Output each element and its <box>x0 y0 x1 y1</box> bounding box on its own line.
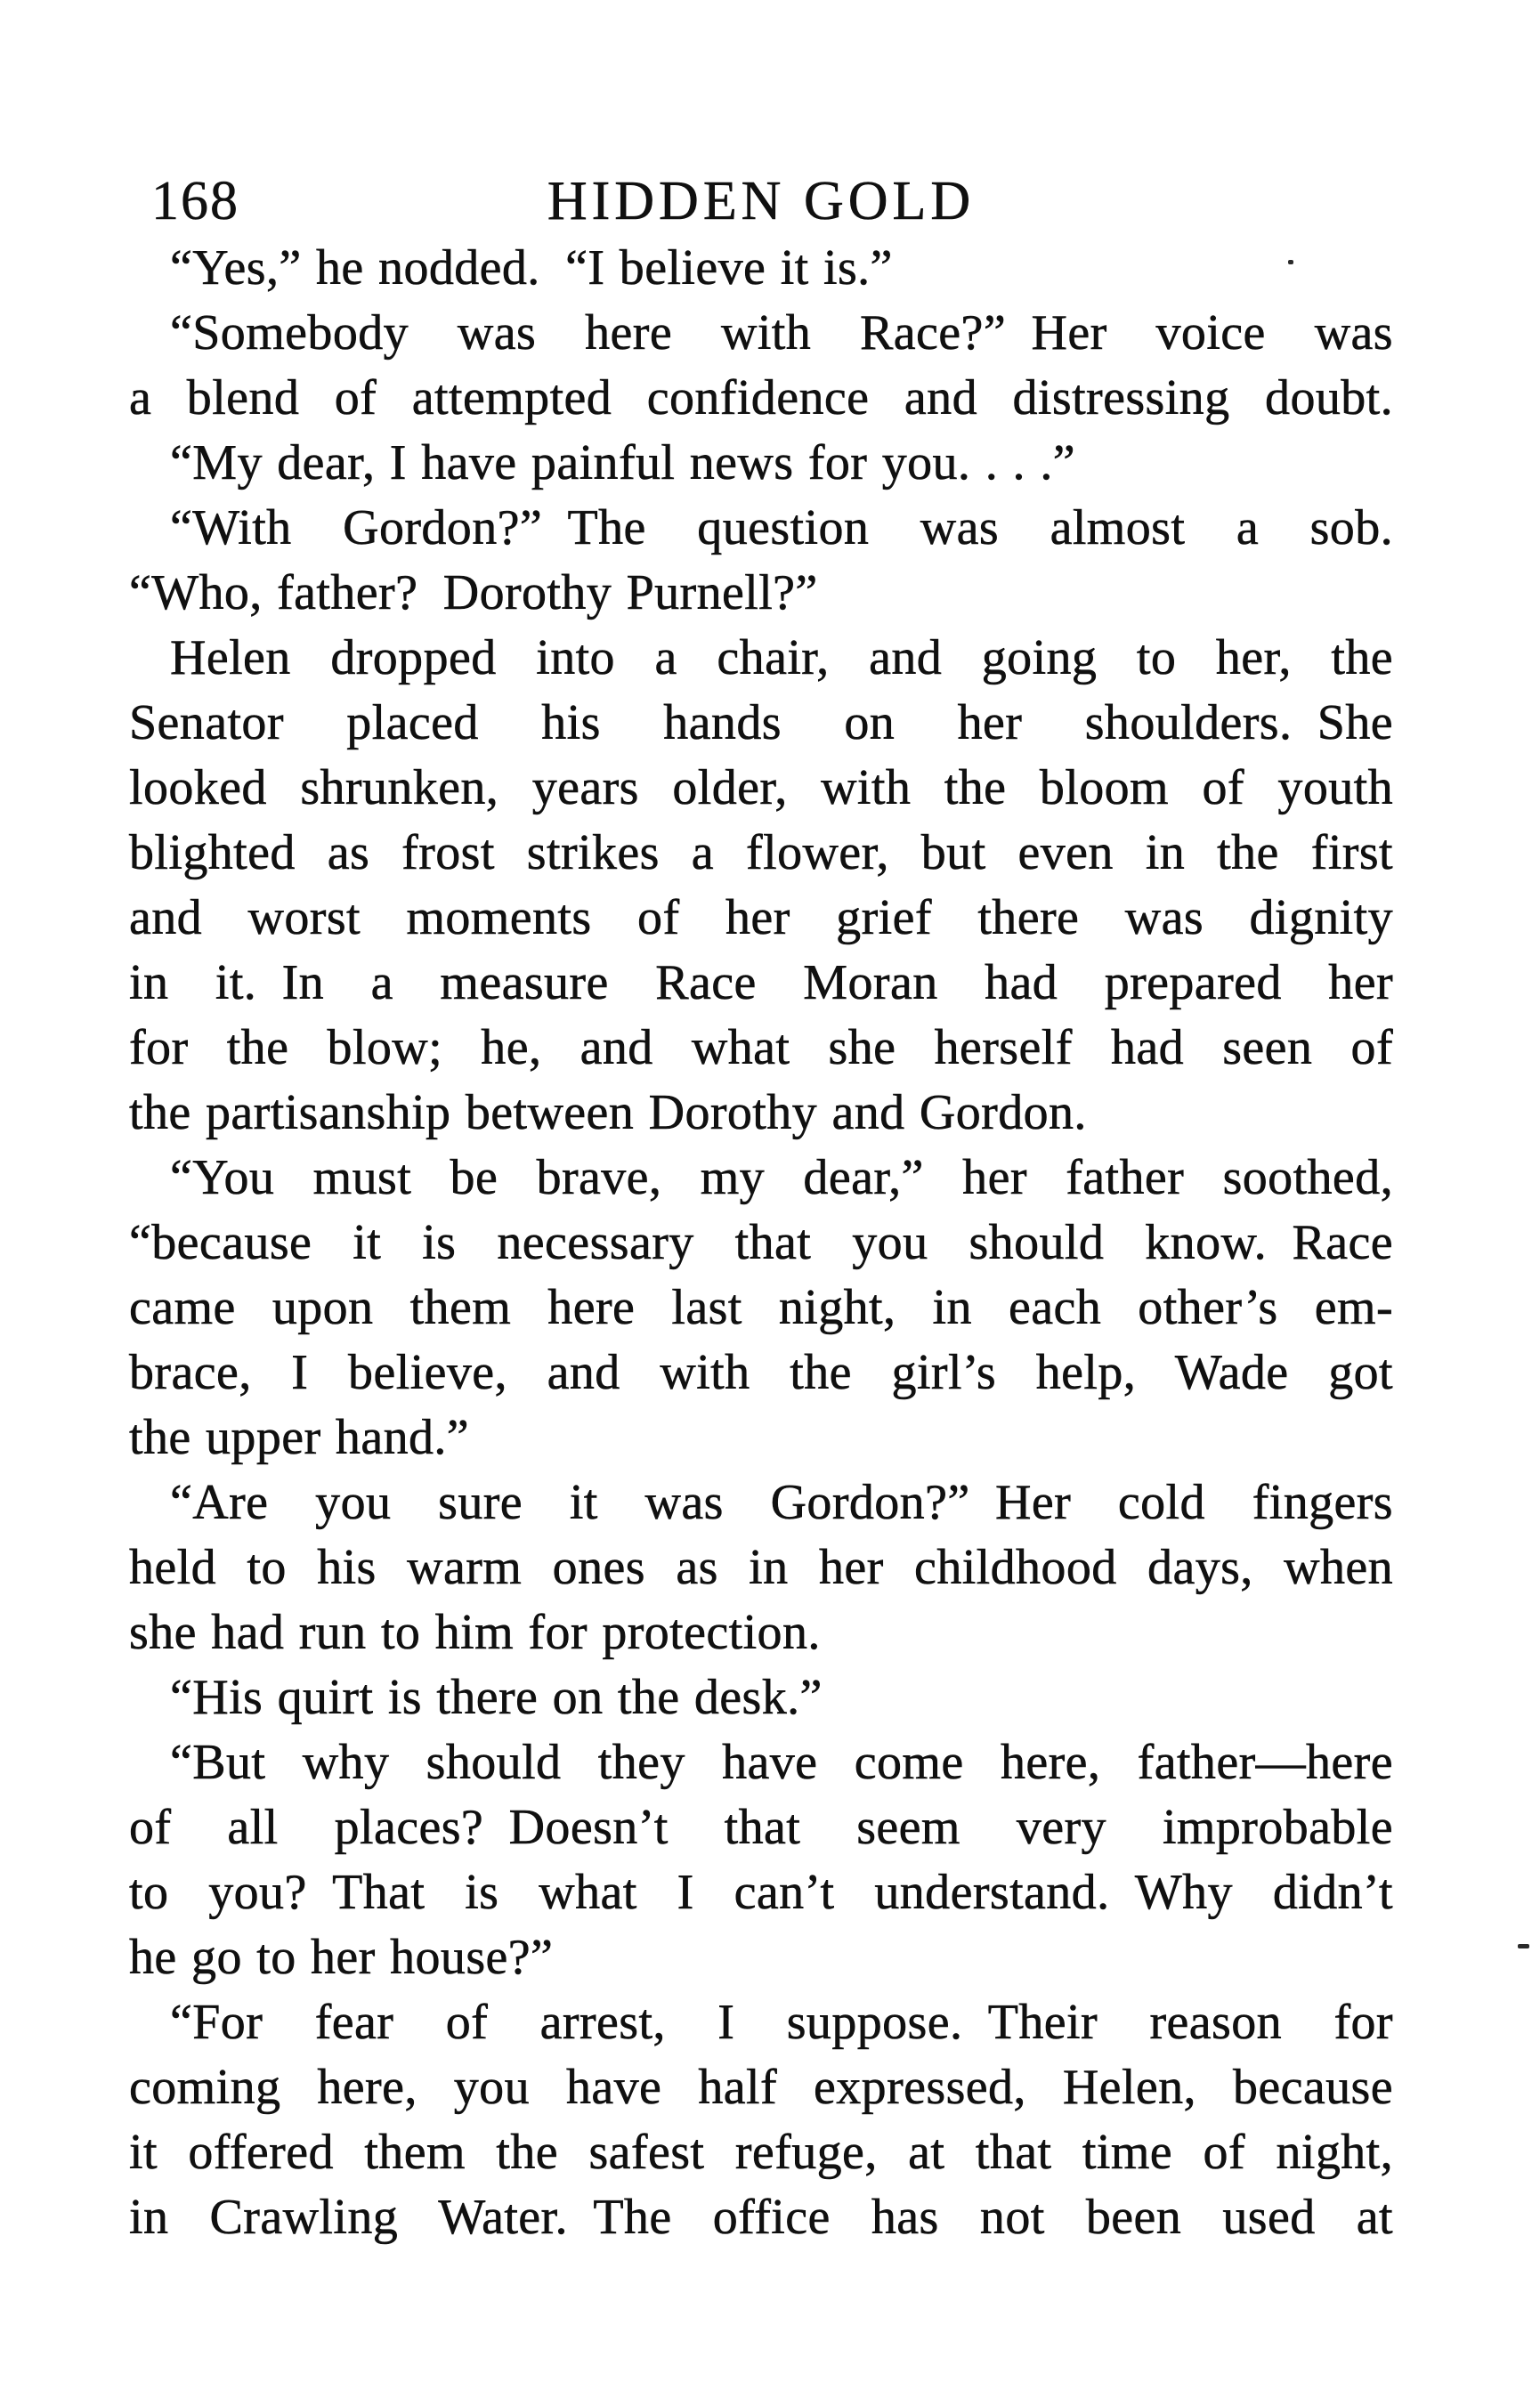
text-line: looked shrunken, years older, with the bloom of youth <box>129 760 1393 815</box>
scan-speck <box>1288 260 1293 264</box>
text-line: came upon them here last night, in each other’s em- <box>129 1280 1393 1335</box>
text-line: “Are you sure it was Gordon?” Her cold fingers <box>170 1475 1393 1530</box>
text-line: coming here, you have half expressed, Helen, because <box>129 2060 1393 2115</box>
text-line: “Somebody was here with Race?” Her voice was <box>170 305 1393 361</box>
text-line: held to his warm ones as in her childhood days, when <box>129 1540 1393 1595</box>
scan-speck <box>1518 1944 1529 1948</box>
text-line: “For fear of arrest, I suppose. Their reason for <box>170 1995 1393 2050</box>
text-line: in it. In a measure Race Moran had prepared her <box>129 955 1393 1010</box>
text-line: and worst moments of her grief there was dignity <box>129 890 1393 945</box>
page-header <box>129 166 1393 237</box>
text-line: “Who, father? Dorothy Purnell?” <box>129 565 818 620</box>
text-line: “You must be brave, my dear,” her father soothed, <box>170 1150 1393 1205</box>
text-line: for the blow; he, and what she herself had seen of <box>129 1020 1393 1075</box>
text-line: “With Gordon?” The question was almost a sob. <box>170 500 1393 555</box>
text-line: “because it is necessary that you should know. Race <box>129 1215 1393 1270</box>
page-number: 168 <box>151 171 239 231</box>
text-line: a blend of attempted confidence and distressing doubt. <box>129 370 1393 425</box>
text-line: it offered them the safest refuge, at that time of night, <box>129 2125 1393 2180</box>
text-line: to you? That is what I can’t understand. Why didn’t <box>129 1865 1393 1920</box>
text-line: in Crawling Water. The office has not been used at <box>129 2190 1393 2245</box>
text-line: of all places? Doesn’t that seem very improbable <box>129 1800 1393 1855</box>
text-line: brace, I believe, and with the girl’s help, Wade got <box>129 1345 1393 1400</box>
text-line: blighted as frost strikes a flower, but even in the first <box>129 825 1393 880</box>
text-line: the partisanship between Dorothy and Gordon. <box>129 1085 1087 1140</box>
text-line: Helen dropped into a chair, and going to her, the <box>170 630 1393 685</box>
text-line: he go to her house?” <box>129 1930 554 1985</box>
running-title: HIDDEN GOLD <box>547 171 976 231</box>
text-line: “Yes,” he nodded. “I believe it is.” <box>170 240 893 296</box>
text-line: “But why should they have come here, father—here <box>170 1735 1393 1790</box>
text-line: “My dear, I have painful news for you. . . .” <box>170 435 1075 490</box>
text-line: Senator placed his hands on her shoulders. She <box>129 695 1393 750</box>
text-line: she had run to him for protection. <box>129 1605 821 1660</box>
page-text <box>129 236 1393 2250</box>
text-line: “His quirt is there on the desk.” <box>170 1670 823 1725</box>
text-line: the upper hand.” <box>129 1410 470 1465</box>
